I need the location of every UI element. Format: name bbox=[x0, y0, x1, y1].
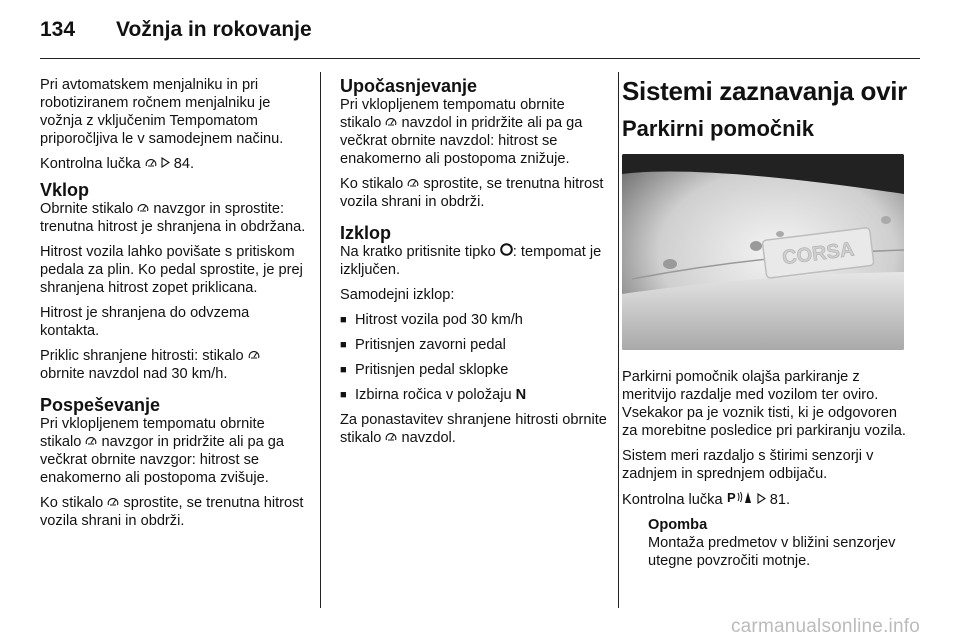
note-box bbox=[622, 516, 906, 570]
chapter-title: Sistemi zaznavanja ovir bbox=[622, 76, 908, 106]
note-title: Opomba bbox=[648, 517, 708, 533]
svg-text:P: P bbox=[726, 490, 736, 504]
park-p2: Sistem meri razdaljo s štirimi senzorji v zadnjem in sprednjem odbijaču. bbox=[622, 448, 874, 482]
pospesevanje-p2: Ko stikalo sprostite, se trenutna hitrost vozila shrani in obdrži. bbox=[40, 495, 304, 529]
vklop-p4: Priklic shranjene hitrosti: stikalo obrnite navzdol nad 30 km/h. bbox=[40, 347, 308, 383]
speedometer-icon bbox=[385, 431, 397, 442]
license-plate-text: CORSA bbox=[781, 238, 856, 270]
speedometer-icon bbox=[407, 177, 419, 188]
section-title: Vožnja in rokovanje bbox=[116, 18, 312, 41]
header-divider bbox=[40, 58, 920, 59]
park-lamp-paragraph: Kontrolna lučka P 81. bbox=[622, 490, 791, 508]
watermark: carmanualsonline.info bbox=[730, 616, 920, 637]
column-left bbox=[40, 76, 308, 537]
heading-pospesevanje: Pospeševanje bbox=[40, 395, 161, 415]
speedometer-icon bbox=[385, 116, 397, 127]
lamp-paragraph: Kontrolna lučka 84. bbox=[40, 156, 195, 172]
subsection-title: Parkirni pomočnik bbox=[622, 116, 814, 141]
park-assist-icon bbox=[727, 490, 753, 504]
list-item: ■ Hitrost vozila pod 30 km/h bbox=[340, 311, 608, 329]
upocasnjevanje-p2: Ko stikalo sprostite, se trenutna hitrost vozila shrani in obdrži. bbox=[340, 176, 604, 210]
list-item: ■ Pritisnjen zavorni pedal bbox=[340, 336, 608, 354]
park-p1: Parkirni pomočnik olajša parkiranje z meritvijo razdalje med vozilom ter oviro. Vsekakor pa je voznik tisti, ki je odgovoren za morebitne posledice pri parkiranju vozila. bbox=[622, 369, 906, 439]
intro-paragraph: Pri avtomatskem menjalniku in pri robotiziranem ročnem menjalniku je vožnja z vključenim Tempomatom priporočljiva le v samodejnem načinu. bbox=[40, 77, 284, 147]
speedometer-icon bbox=[248, 349, 260, 360]
izklop-p3: Za ponastavitev shranjene hitrosti obrnite stikalo navzdol. bbox=[340, 412, 607, 446]
page-number: 134 bbox=[40, 18, 76, 41]
vklop-p1: Obrnite stikalo navzgor in sprostite: trenutna hitrost je shranjena in obdržana. bbox=[40, 201, 306, 235]
arrow-reference-icon bbox=[161, 157, 170, 168]
column-divider bbox=[618, 72, 619, 608]
speedometer-icon bbox=[107, 496, 119, 507]
rear-bumper-photo bbox=[622, 154, 904, 350]
list-item: ■ Pritisnjen pedal sklopke bbox=[340, 361, 608, 379]
page-header bbox=[40, 18, 312, 48]
arrow-reference-icon bbox=[757, 493, 766, 504]
izklop-p1: Na kratko pritisnite tipko : tempomat je izključen. bbox=[340, 244, 602, 278]
column-divider bbox=[320, 72, 321, 608]
note-text: Montaža predmetov v bližini senzorjev utegne povzročiti motnje. bbox=[648, 535, 896, 569]
list-item: ■ Izbirna ročica v položaju N bbox=[340, 386, 608, 404]
speedometer-icon bbox=[85, 435, 97, 446]
speedometer-icon bbox=[145, 157, 157, 168]
vklop-p2: Hitrost vozila lahko povišate s pritiskom pedala za plin. Ko pedal sprostite, je prej shranjena hitrost zopet priklicana. bbox=[40, 244, 303, 296]
column-middle bbox=[340, 76, 608, 454]
gear-label: N bbox=[515, 387, 527, 403]
column-right bbox=[622, 76, 906, 570]
heading-upocasnjevanje: Upočasnjevanje bbox=[340, 76, 478, 96]
circle-button-icon bbox=[500, 243, 513, 256]
upocasnjevanje-p1: Pri vklopljenem tempomatu obrnite stikalo navzdol in pridržite ali pa ga večkrat obrnite navzdol: hitrost se enakomerno ali postopoma znižuje. bbox=[340, 97, 583, 167]
pospesevanje-p1: Pri vklopljenem tempomatu obrnite stikalo navzgor in pridržite ali pa ga večkrat obrnite navzgor: hitrost se enakomerno ali postopoma zvišuje. bbox=[40, 416, 285, 486]
heading-izklop: Izklop bbox=[340, 223, 392, 243]
vklop-p3: Hitrost je shranjena do odvzema kontakta. bbox=[40, 305, 250, 339]
speedometer-icon bbox=[137, 202, 149, 213]
izklop-p2: Samodejni izklop: bbox=[340, 287, 455, 303]
auto-off-list bbox=[340, 311, 608, 404]
heading-vklop: Vklop bbox=[40, 180, 90, 200]
